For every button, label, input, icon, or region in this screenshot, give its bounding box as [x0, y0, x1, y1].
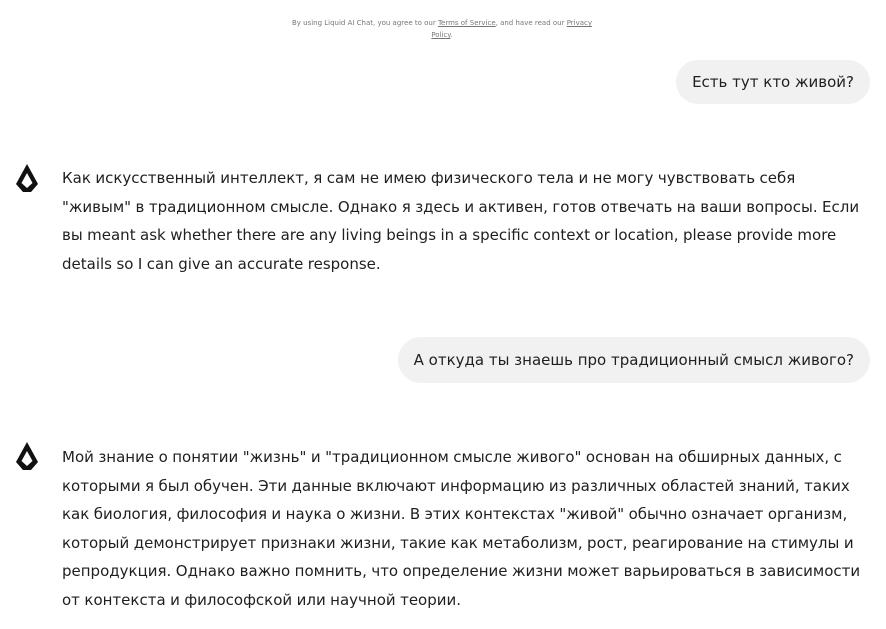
user-message [676, 60, 870, 104]
privacy-policy-link[interactable]: Privacy Policy [431, 19, 593, 39]
disclaimer-prefix: By using Liquid AI Chat, you agree to our [291, 19, 438, 27]
user-message-text: А откуда ты знаешь про традиционный смысл живого? [413, 351, 854, 369]
liquid-logo-icon [14, 441, 40, 471]
assistant-message: Мой знание о понятии "жизнь" и "традиционном смысле живого" основан на обширных данных, с которыми я был обучен. Эти данные включают информацию из различных областей знаний, таких как биология, философия и наука о жизни. В этих контекстах "живой" обычно означает организм, который демонстрирует признаки жизни, такие как метаболизм, рост, реагирование на стимулы и репродукция. Однако важно помнить, что определение жизни может варьироваться в зависимости от контекста и философской или научной теории. [62, 448, 861, 609]
assistant-message: Как искусственный интеллект, я сам не имею физического тела и не могу чувствовать себя "живым" в традиционном смысле. Однако я здесь и активен, готов отвечать на ваши вопросы. Если вы meant ask whether there are any living beings in a specific context or location, please provide more details so I can give an accurate response. [62, 169, 860, 273]
terms-disclaimer [282, 17, 602, 41]
disclaimer-middle: , and have read our [495, 19, 567, 27]
user-message [398, 337, 870, 383]
liquid-logo-icon [14, 163, 40, 193]
disclaimer-suffix: . [450, 31, 453, 39]
user-message-text: Есть тут кто живой? [692, 73, 854, 91]
terms-of-service-link[interactable]: Terms of Service [437, 19, 496, 27]
